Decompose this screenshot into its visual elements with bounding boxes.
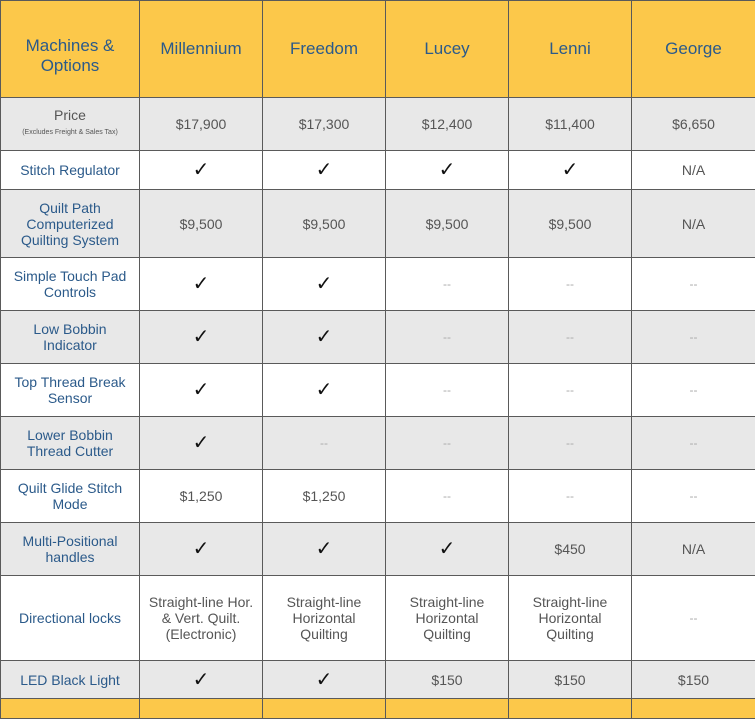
price-label: Price: [54, 107, 86, 123]
cell-millennium: Straight-line Hor. & Vert. Quilt. (Electronic): [140, 576, 263, 661]
feature-name: Quilt Path Computerized Quilting System: [1, 190, 140, 258]
cell-lenni: --: [509, 417, 632, 470]
price-label-cell: [1, 98, 140, 151]
cell-freedom: [263, 311, 386, 364]
feature-name: Lower Bobbin Thread Cutter: [1, 417, 140, 470]
machine-header-lucey: Lucey: [386, 1, 509, 98]
cell-george: N/A: [632, 523, 755, 576]
cell-george: --: [632, 364, 755, 417]
checkmark-icon: ✓: [562, 157, 579, 181]
cell-george: --: [632, 311, 755, 364]
checkmark-icon: ✓: [193, 430, 210, 454]
cell-george: --: [632, 470, 755, 523]
feature-row: [1, 470, 755, 523]
checkmark-icon: ✓: [193, 377, 210, 401]
checkmark-icon: ✓: [193, 324, 210, 348]
machine-header-lenni: Lenni: [509, 1, 632, 98]
cell-lucey: $150: [386, 661, 509, 699]
cell-lenni: Straight-line Horizontal Quilting: [509, 576, 632, 661]
cell-lenni: $450: [509, 523, 632, 576]
cell-lenni: --: [509, 364, 632, 417]
cell-george: --: [632, 576, 755, 661]
footer-cell: [1, 699, 140, 719]
machine-header-george: George: [632, 1, 755, 98]
cell-george: $150: [632, 661, 755, 699]
price-lenni: $11,400: [509, 98, 632, 151]
cell-freedom: [263, 661, 386, 699]
feature-row: [1, 151, 755, 190]
feature-name: LED Black Light: [1, 661, 140, 699]
checkmark-icon: ✓: [316, 536, 333, 560]
feature-name: Top Thread Break Sensor: [1, 364, 140, 417]
cell-lucey: --: [386, 364, 509, 417]
checkmark-icon: ✓: [193, 271, 210, 295]
footer-row: [1, 699, 755, 719]
cell-lucey: [386, 523, 509, 576]
checkmark-icon: ✓: [316, 324, 333, 348]
cell-lucey: --: [386, 311, 509, 364]
price-george: $6,650: [632, 98, 755, 151]
cell-lucey: --: [386, 470, 509, 523]
cell-george: N/A: [632, 151, 755, 190]
feature-row: [1, 190, 755, 258]
feature-name: Stitch Regulator: [1, 151, 140, 190]
feature-rows: [1, 151, 755, 699]
cell-lenni: --: [509, 470, 632, 523]
cell-freedom: $1,250: [263, 470, 386, 523]
cell-george: --: [632, 417, 755, 470]
cell-millennium: [140, 311, 263, 364]
cell-lenni: $150: [509, 661, 632, 699]
cell-george: N/A: [632, 190, 755, 258]
feature-name: Directional locks: [1, 576, 140, 661]
price-note: (Excludes Freight & Sales Tax): [5, 125, 135, 141]
price-row: [1, 98, 755, 151]
feature-name: Simple Touch Pad Controls: [1, 258, 140, 311]
checkmark-icon: ✓: [439, 157, 456, 181]
checkmark-icon: ✓: [316, 157, 333, 181]
cell-freedom: [263, 151, 386, 190]
cell-lenni: --: [509, 311, 632, 364]
feature-name: Multi-Positional handles: [1, 523, 140, 576]
feature-row: [1, 258, 755, 311]
feature-name: Low Bobbin Indicator: [1, 311, 140, 364]
feature-row: [1, 364, 755, 417]
corner-header: Machines & Options: [1, 1, 140, 98]
cell-millennium: [140, 151, 263, 190]
price-freedom: $17,300: [263, 98, 386, 151]
cell-freedom: Straight-line Horizontal Quilting: [263, 576, 386, 661]
footer-cell: [263, 699, 386, 719]
checkmark-icon: ✓: [193, 157, 210, 181]
feature-row: [1, 576, 755, 661]
price-millennium: $17,900: [140, 98, 263, 151]
cell-millennium: [140, 417, 263, 470]
footer-cell: [509, 699, 632, 719]
cell-lucey: --: [386, 417, 509, 470]
feature-row: [1, 661, 755, 699]
footer-cell: [140, 699, 263, 719]
machine-header-freedom: Freedom: [263, 1, 386, 98]
cell-lucey: [386, 151, 509, 190]
checkmark-icon: ✓: [193, 667, 210, 691]
cell-freedom: [263, 258, 386, 311]
checkmark-icon: ✓: [316, 271, 333, 295]
checkmark-icon: ✓: [316, 667, 333, 691]
feature-row: [1, 417, 755, 470]
cell-lenni: $9,500: [509, 190, 632, 258]
header-row: [1, 1, 755, 98]
cell-millennium: [140, 523, 263, 576]
cell-millennium: $1,250: [140, 470, 263, 523]
checkmark-icon: ✓: [439, 536, 456, 560]
cell-lenni: --: [509, 258, 632, 311]
cell-millennium: [140, 258, 263, 311]
cell-freedom: $9,500: [263, 190, 386, 258]
machine-header-millennium: Millennium: [140, 1, 263, 98]
cell-millennium: [140, 364, 263, 417]
cell-lenni: [509, 151, 632, 190]
checkmark-icon: ✓: [193, 536, 210, 560]
cell-millennium: $9,500: [140, 190, 263, 258]
feature-name: Quilt Glide Stitch Mode: [1, 470, 140, 523]
cell-lucey: --: [386, 258, 509, 311]
footer-cell: [632, 699, 755, 719]
cell-freedom: [263, 523, 386, 576]
cell-freedom: [263, 364, 386, 417]
cell-millennium: [140, 661, 263, 699]
checkmark-icon: ✓: [316, 377, 333, 401]
footer-cell: [386, 699, 509, 719]
cell-lucey: Straight-line Horizontal Quilting: [386, 576, 509, 661]
cell-george: --: [632, 258, 755, 311]
cell-freedom: --: [263, 417, 386, 470]
feature-row: [1, 311, 755, 364]
cell-lucey: $9,500: [386, 190, 509, 258]
feature-row: [1, 523, 755, 576]
price-lucey: $12,400: [386, 98, 509, 151]
